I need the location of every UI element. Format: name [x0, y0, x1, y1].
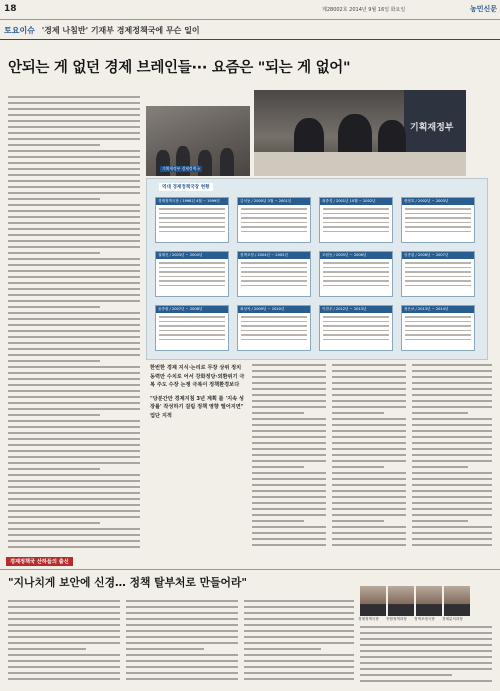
- text-line: [412, 382, 492, 384]
- timeline-entry: [155, 305, 229, 351]
- text-line: [8, 618, 120, 620]
- text-line: [8, 600, 120, 602]
- text-line: [8, 294, 140, 296]
- text-line: [8, 222, 140, 224]
- text-line: [8, 660, 120, 662]
- text-line: [244, 642, 354, 644]
- text-line: [8, 216, 140, 218]
- text-line: [8, 438, 140, 440]
- text-line: [8, 156, 140, 158]
- text-line: [8, 204, 140, 206]
- text-line: [412, 520, 468, 522]
- text-line: [244, 636, 354, 638]
- text-line: [8, 366, 140, 368]
- section2-bar: [0, 556, 500, 568]
- text-line: [126, 660, 238, 662]
- text-line: [8, 498, 140, 500]
- text-line: [126, 612, 238, 614]
- text-line: [252, 370, 326, 372]
- text-line: [8, 630, 120, 632]
- text-line: [126, 666, 238, 668]
- text-line: [8, 210, 140, 212]
- mug-photo-2: [388, 586, 414, 616]
- kicker-divider: [0, 39, 500, 40]
- pull-quote-2: "당분간만 경제지침 3년 계획 를 '지속 성장률' 작성하기 걸림 정책 영향 떨어지면" 업단 지적: [150, 395, 244, 419]
- text-line: [8, 168, 140, 170]
- text-line: [8, 228, 140, 230]
- text-line: [8, 504, 140, 506]
- text-line: [252, 472, 326, 474]
- text-line: [8, 144, 100, 146]
- section2-column-4: [360, 626, 492, 686]
- timeline-entry: [237, 251, 311, 297]
- text-line: [252, 478, 326, 480]
- text-line: [126, 672, 238, 674]
- text-line: [412, 460, 492, 462]
- text-line: [244, 672, 354, 674]
- text-line: [332, 436, 406, 438]
- text-line: [8, 510, 140, 512]
- text-line: [8, 642, 120, 644]
- text-line: [8, 252, 100, 254]
- text-line: [8, 480, 140, 482]
- article-column-1: [8, 96, 140, 552]
- timeline-entry: [401, 305, 475, 351]
- text-line: [8, 546, 140, 548]
- text-line: [412, 388, 492, 390]
- text-line: [244, 648, 321, 650]
- text-line: [8, 468, 100, 470]
- text-line: [252, 424, 326, 426]
- text-line: [360, 674, 452, 676]
- text-line: [252, 436, 326, 438]
- text-line: [332, 430, 406, 432]
- text-line: [8, 678, 120, 680]
- text-line: [8, 162, 140, 164]
- section2-column-1: [8, 600, 120, 684]
- text-line: [8, 150, 140, 152]
- text-line: [412, 454, 492, 456]
- text-line: [8, 276, 140, 278]
- text-line: [252, 430, 326, 432]
- text-line: [8, 270, 140, 272]
- section2-column-2: [126, 600, 238, 684]
- text-line: [8, 414, 100, 416]
- text-line: [412, 490, 492, 492]
- text-line: [252, 544, 326, 546]
- text-line: [412, 424, 492, 426]
- text-line: [332, 370, 406, 372]
- article-column-4: [412, 364, 492, 550]
- text-line: [8, 360, 100, 362]
- mug-photo-3: [416, 586, 442, 616]
- text-line: [8, 354, 140, 356]
- text-line: [332, 454, 406, 456]
- text-line: [412, 364, 492, 366]
- text-line: [412, 412, 468, 414]
- header-divider: [0, 19, 500, 20]
- text-line: [332, 514, 406, 516]
- text-line: [360, 638, 492, 640]
- text-line: [8, 120, 140, 122]
- text-line: [8, 336, 140, 338]
- text-line: [252, 466, 304, 468]
- mug-caption-4: 경제분석과장: [442, 617, 463, 621]
- text-line: [360, 632, 492, 634]
- section2-column-3: [244, 600, 354, 684]
- text-line: [332, 484, 406, 486]
- text-line: [8, 516, 140, 518]
- text-line: [252, 496, 326, 498]
- section2-tag: 경제정책국 산하들의 출신: [6, 557, 73, 566]
- kicker-section: 토요이슈: [4, 26, 35, 35]
- text-line: [332, 538, 406, 540]
- text-line: [8, 108, 140, 110]
- kicker: [4, 25, 200, 36]
- text-line: [332, 526, 406, 528]
- text-line: [8, 186, 140, 188]
- text-line: [412, 508, 492, 510]
- text-line: [8, 174, 140, 176]
- text-line: [126, 606, 238, 608]
- text-line: [332, 544, 406, 546]
- text-line: [360, 668, 492, 670]
- article-column-3: [332, 364, 406, 550]
- text-line: [252, 532, 326, 534]
- text-line: [8, 96, 140, 98]
- text-line: [8, 486, 140, 488]
- text-line: [126, 648, 204, 650]
- text-line: [332, 442, 406, 444]
- timeline-entry: [401, 251, 475, 297]
- text-line: [8, 528, 140, 530]
- mug-caption-1: 경제정책국장: [358, 617, 379, 621]
- timeline-entry: [237, 305, 311, 351]
- text-line: [252, 388, 326, 390]
- mug-caption-2: 종합정책과장: [386, 617, 407, 621]
- text-line: [8, 114, 140, 116]
- text-line: [412, 472, 492, 474]
- text-line: [252, 520, 304, 522]
- timeline-entry-title: 임종룡 / 2006년 ~ 2007년: [402, 252, 474, 259]
- text-line: [252, 394, 326, 396]
- text-line: [126, 654, 238, 656]
- text-line: [360, 656, 492, 658]
- text-line: [252, 382, 326, 384]
- text-line: [8, 288, 140, 290]
- text-line: [412, 376, 492, 378]
- text-line: [8, 636, 120, 638]
- text-line: [252, 508, 326, 510]
- text-line: [252, 442, 326, 444]
- text-line: [8, 534, 140, 536]
- text-line: [8, 474, 140, 476]
- text-line: [412, 430, 492, 432]
- text-line: [412, 538, 492, 540]
- text-line: [8, 648, 86, 650]
- text-line: [8, 654, 120, 656]
- text-line: [412, 544, 492, 546]
- text-line: [244, 660, 354, 662]
- timeline-entry-title: 권태신 / 2003년 ~ 2004년: [156, 252, 228, 259]
- text-line: [360, 626, 492, 628]
- text-line: [8, 312, 140, 314]
- text-line: [332, 478, 406, 480]
- text-line: [8, 540, 140, 542]
- text-line: [8, 612, 120, 614]
- text-line: [8, 390, 140, 392]
- text-line: [252, 538, 326, 540]
- text-line: [8, 522, 100, 524]
- text-line: [412, 418, 492, 420]
- text-line: [332, 532, 406, 534]
- text-line: [332, 460, 406, 462]
- text-line: [8, 348, 140, 350]
- text-line: [8, 426, 140, 428]
- text-line: [8, 402, 140, 404]
- text-line: [126, 630, 238, 632]
- text-line: [8, 420, 140, 422]
- text-line: [332, 412, 384, 414]
- text-line: [8, 342, 140, 344]
- mug-caption-3: 정책조정국장: [414, 617, 435, 621]
- timeline-entry-title: 최상목 / 2009년 ~ 2010년: [238, 306, 310, 313]
- timeline-entry-title: 정은보 / 2013년 ~ 2014년: [402, 306, 474, 313]
- text-line: [8, 456, 140, 458]
- text-line: [8, 264, 140, 266]
- text-line: [126, 600, 238, 602]
- text-line: [244, 606, 354, 608]
- timeline-entry: [155, 197, 229, 243]
- text-line: [8, 372, 140, 374]
- text-line: [332, 376, 406, 378]
- section2-divider: [0, 569, 500, 570]
- pull-quote: [150, 364, 246, 425]
- text-line: [244, 630, 354, 632]
- text-line: [412, 526, 492, 528]
- text-line: [252, 412, 304, 414]
- text-line: [8, 324, 140, 326]
- text-line: [332, 508, 406, 510]
- text-line: [332, 496, 406, 498]
- text-line: [412, 496, 492, 498]
- text-line: [8, 624, 120, 626]
- text-line: [412, 502, 492, 504]
- text-line: [8, 246, 140, 248]
- text-line: [8, 300, 140, 302]
- text-line: [412, 448, 492, 450]
- text-line: [8, 666, 120, 668]
- text-line: [332, 400, 406, 402]
- text-line: [252, 364, 326, 366]
- text-line: [8, 318, 140, 320]
- timeline-entry-title: 김석동 / 2000년 3월 ~ 2001년: [238, 198, 310, 205]
- text-line: [412, 436, 492, 438]
- text-line: [8, 450, 140, 452]
- timeline-entry: [319, 251, 393, 297]
- text-line: [332, 406, 406, 408]
- timeline-entry: [155, 251, 229, 297]
- text-line: [126, 642, 238, 644]
- text-line: [8, 606, 120, 608]
- timeline-entry: [319, 197, 393, 243]
- text-line: [126, 618, 238, 620]
- timeline-graphic: [146, 178, 488, 360]
- text-line: [8, 672, 120, 674]
- photo-sign-text: 기획재정부: [410, 123, 454, 133]
- text-line: [360, 650, 492, 652]
- text-line: [332, 382, 406, 384]
- text-line: [244, 612, 354, 614]
- text-line: [8, 444, 140, 446]
- text-line: [332, 394, 406, 396]
- text-line: [8, 240, 140, 242]
- text-line: [8, 330, 140, 332]
- text-line: [412, 442, 492, 444]
- text-line: [8, 180, 140, 182]
- text-line: [244, 600, 354, 602]
- text-line: [332, 490, 406, 492]
- timeline-entry-title: 경제정책국장 / 1998년 4월 ~ 1999년: [156, 198, 228, 205]
- text-line: [8, 306, 100, 308]
- timeline-entry: [401, 197, 475, 243]
- timeline-entry-title: 이찬우 / 2012년 ~ 2013년: [320, 306, 392, 313]
- text-line: [360, 680, 492, 682]
- timeline-entry-title: 조원동 / 2005년 ~ 2006년: [320, 252, 392, 259]
- text-line: [332, 364, 406, 366]
- text-line: [252, 484, 326, 486]
- photo-caption: 기획재정부 경제정책국: [162, 166, 200, 171]
- text-line: [252, 454, 326, 456]
- text-line: [8, 132, 140, 134]
- text-line: [8, 126, 140, 128]
- mug-photo-1: [360, 586, 386, 616]
- text-line: [360, 662, 492, 664]
- text-line: [8, 282, 140, 284]
- text-line: [8, 492, 140, 494]
- text-line: [8, 138, 140, 140]
- text-line: [252, 406, 326, 408]
- press-photo-main: [254, 90, 466, 176]
- page-number: 18: [4, 4, 17, 14]
- pull-quote-1: 한번한 경제 지식·논리로 무장 상위 정치 동력만 수치로 어서 강화정당·외환위기 극복 주도 수장 논쟁 극복이 정책환경보다: [150, 365, 245, 388]
- text-line: [8, 462, 140, 464]
- text-line: [8, 258, 140, 260]
- text-line: [8, 384, 140, 386]
- text-line: [412, 406, 492, 408]
- text-line: [412, 466, 468, 468]
- text-line: [332, 418, 406, 420]
- text-line: [412, 370, 492, 372]
- text-line: [332, 520, 384, 522]
- mug-photo-4: [444, 586, 470, 616]
- timeline-entry-title: 변양호 / 2002년 ~ 2003년: [402, 198, 474, 205]
- text-line: [412, 478, 492, 480]
- newspaper-logo: 농민신문: [470, 5, 498, 13]
- text-line: [332, 472, 406, 474]
- text-line: [8, 432, 140, 434]
- timeline-entry-title: 정책조정 / 2004년 ~ 2005년: [238, 252, 310, 259]
- text-line: [412, 400, 492, 402]
- text-line: [412, 532, 492, 534]
- text-line: [332, 448, 406, 450]
- text-line: [252, 460, 326, 462]
- text-line: [126, 624, 238, 626]
- timeline-entry-title: 최중경 / 2001년 10월 ~ 2002년: [320, 198, 392, 205]
- main-headline: 안되는 게 없던 경제 브레인들··· 요즘은 "되는 게 없어": [8, 60, 351, 76]
- text-line: [126, 636, 238, 638]
- text-line: [244, 666, 354, 668]
- timeline-entry-title: 윤종원 / 2007년 ~ 2008년: [156, 306, 228, 313]
- text-line: [244, 678, 354, 680]
- text-line: [252, 418, 326, 420]
- text-line: [332, 502, 406, 504]
- section2-headline: "지나치게 보안에 신경… 정책 탈부처로 만들어라": [8, 576, 248, 589]
- text-line: [360, 644, 492, 646]
- text-line: [8, 192, 140, 194]
- text-line: [252, 376, 326, 378]
- kicker-text: '경제 나침반' 기재부 경제정책국에 무슨 일이: [41, 26, 200, 35]
- timeline-title: 역대 경제정책국장 현황: [159, 183, 213, 191]
- text-line: [252, 400, 326, 402]
- timeline-entry: [237, 197, 311, 243]
- text-line: [332, 424, 406, 426]
- text-line: [8, 198, 100, 200]
- text-line: [252, 502, 326, 504]
- text-line: [252, 490, 326, 492]
- text-line: [8, 234, 140, 236]
- text-line: [412, 484, 492, 486]
- text-line: [412, 514, 492, 516]
- text-line: [8, 396, 140, 398]
- article-column-2: [252, 364, 326, 550]
- text-line: [8, 408, 140, 410]
- text-line: [332, 466, 384, 468]
- text-line: [8, 378, 140, 380]
- text-line: [126, 678, 238, 680]
- text-line: [8, 102, 140, 104]
- text-line: [412, 394, 492, 396]
- timeline-entry: [319, 305, 393, 351]
- text-line: [252, 448, 326, 450]
- page-header: [0, 0, 500, 20]
- text-line: [244, 624, 354, 626]
- text-line: [252, 514, 326, 516]
- text-line: [244, 618, 354, 620]
- text-line: [244, 654, 354, 656]
- text-line: [252, 526, 326, 528]
- text-line: [332, 388, 406, 390]
- issue-info: 제28002호 2014년 9월 16일 화요일: [322, 7, 406, 13]
